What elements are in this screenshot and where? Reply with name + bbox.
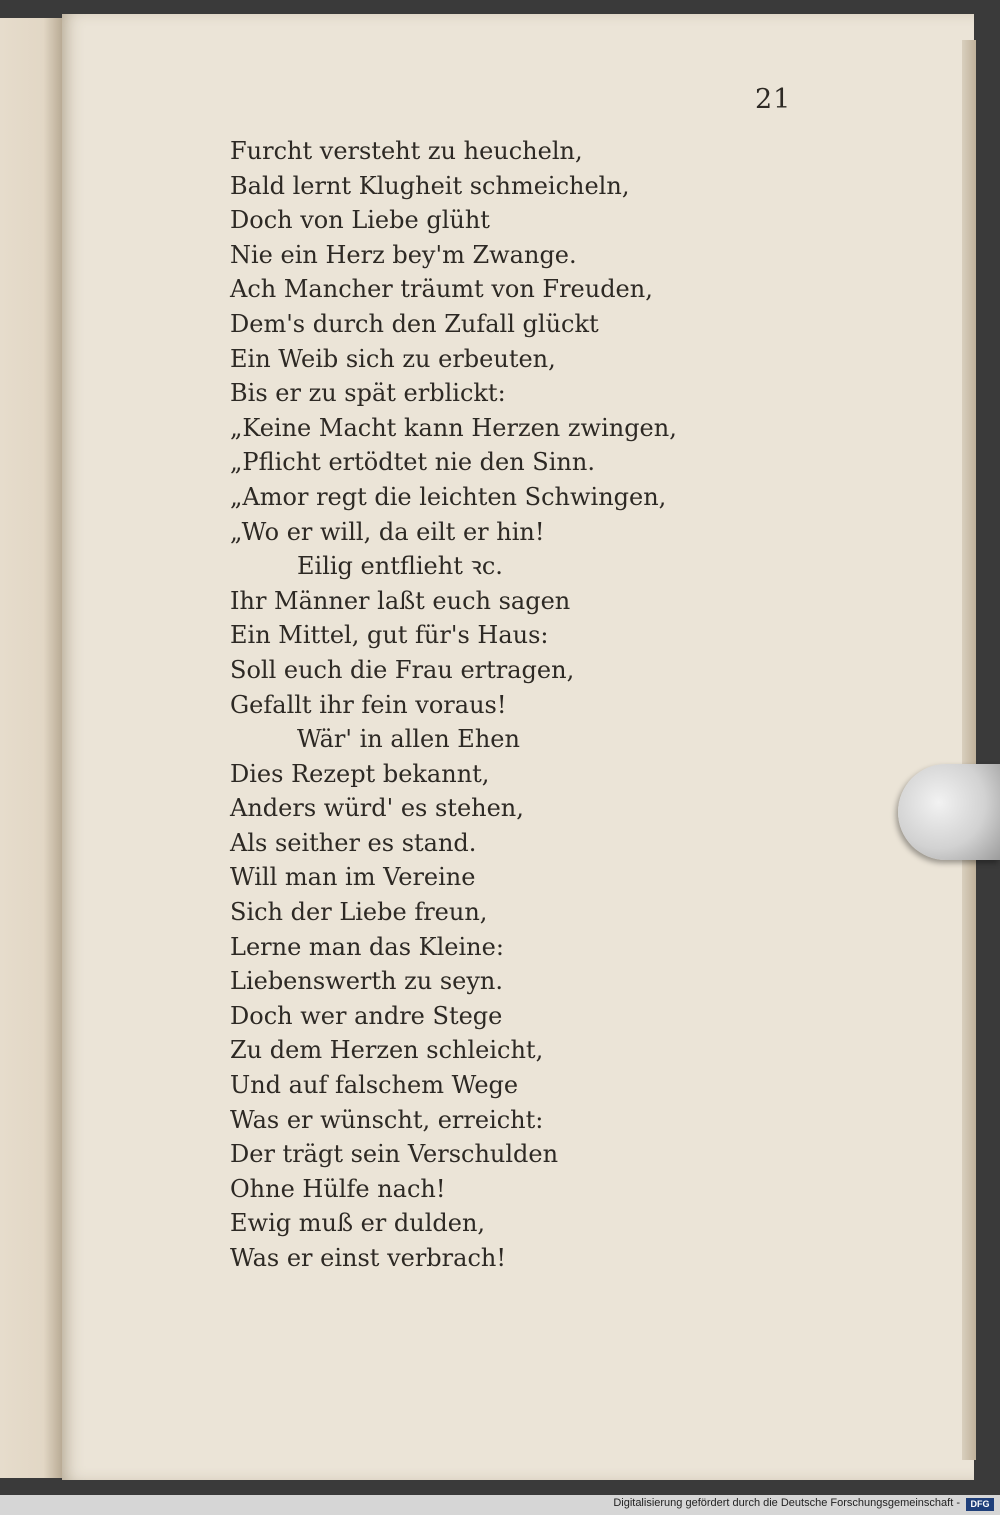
poem-line: Gefallt ihr fein voraus! — [230, 690, 507, 719]
poem-line: Doch von Liebe glüht — [230, 206, 490, 235]
poem-line: „Wo er will, da eilt er hin! — [230, 517, 545, 546]
poem-line: Soll euch die Frau ertragen, — [230, 655, 575, 684]
poem-line: Was er einst verbrach! — [230, 1244, 506, 1272]
previous-page-edge — [0, 18, 62, 1478]
poem-line: Sich der Liebe freun, — [230, 898, 488, 927]
poem-line: Dies Rezept bekannt, — [230, 759, 490, 788]
poem-line: Zu dem Herzen schleicht, — [230, 1036, 544, 1065]
poem-line: Ein Weib sich zu erbeuten, — [230, 344, 556, 373]
poem-line: Ach Mancher träumt von Freuden, — [230, 275, 653, 304]
poem-line: „Pflicht ertödtet nie den Sinn. — [230, 448, 595, 477]
scanner-clip — [898, 764, 1000, 860]
poem-line: Doch wer andre Stege — [230, 1001, 503, 1030]
poem-line: Will man im Vereine — [230, 863, 476, 892]
page-number: 21 — [755, 84, 792, 115]
poem-line: Furcht versteht zu heucheln, — [230, 137, 583, 165]
footer-bar — [0, 1495, 1000, 1515]
poem-line: „Amor regt die leichten Schwingen, — [230, 482, 667, 511]
poem-line: Liebenswerth zu seyn. — [230, 967, 503, 996]
poem-line: Ihr Männer laßt euch sagen — [230, 586, 571, 615]
poem-line: Bis er zu spät erblickt: — [230, 379, 506, 408]
poem-line: Was er wünscht, erreicht: — [230, 1105, 544, 1134]
poem-line: Dem's durch den Zufall glückt — [230, 309, 599, 338]
poem-line: Als seither es stand. — [230, 828, 477, 857]
page-stack-edge — [962, 40, 976, 1460]
poem-line: Und auf falschem Wege — [230, 1071, 519, 1100]
poem-line: Ohne Hülfe nach! — [230, 1174, 446, 1203]
dfg-logo: DFG — [966, 1498, 994, 1511]
poem-line: Nie ein Herz bey'm Zwange. — [230, 240, 577, 269]
poem-line: Ein Mittel, gut für's Haus: — [230, 621, 549, 650]
poem-line: Bald lernt Klugheit schmeicheln, — [230, 171, 630, 200]
poem-line: Eilig entflieht ꝛc. — [297, 552, 503, 581]
poem-line: Wär' in allen Ehen — [297, 725, 520, 754]
poem-line: Der trägt sein Verschulden — [230, 1140, 559, 1169]
poem-line: Anders würd' es stehen, — [230, 794, 524, 823]
poem-line: Ewig muß er dulden, — [230, 1209, 486, 1238]
poem-line: Lerne man das Kleine: — [230, 932, 504, 961]
poem-text — [230, 134, 677, 1276]
footer-credit: Digitalisierung gefördert durch die Deutsche Forschungsgemeinschaft - — [613, 1497, 960, 1509]
poem-line: „Keine Macht kann Herzen zwingen, — [230, 413, 677, 442]
